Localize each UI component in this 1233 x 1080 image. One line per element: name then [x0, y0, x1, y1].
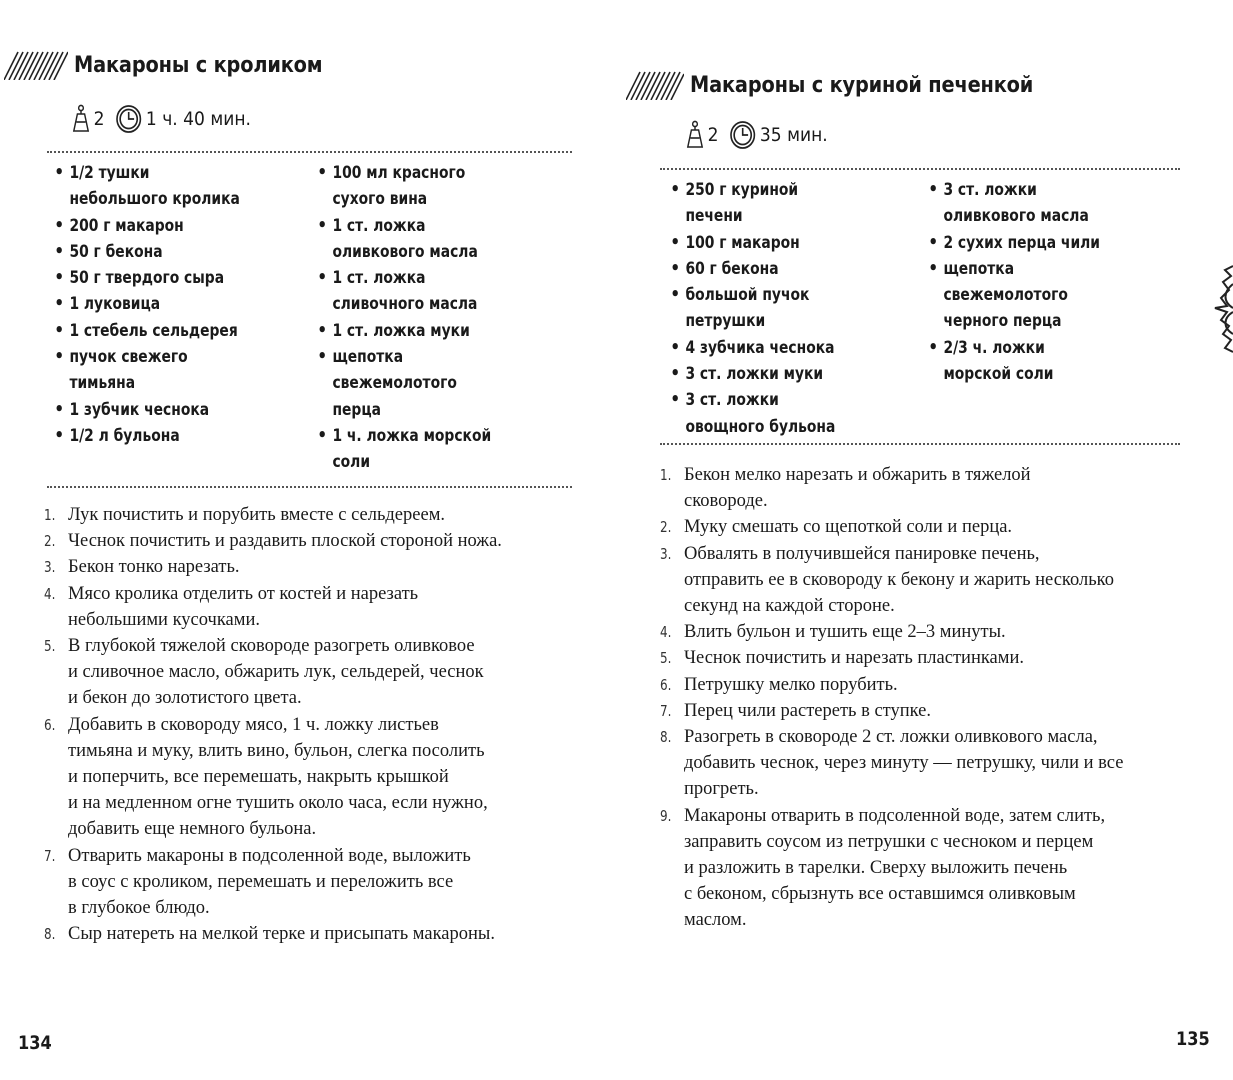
ingredient-item: • 1 ч. ложка морской соли: [319, 423, 584, 476]
ingredient-item: • 3 ст. ложки овощного бульона: [672, 387, 937, 440]
ingredient-item: • 50 г бекона: [56, 239, 321, 265]
step-number: 3.: [44, 558, 56, 577]
step-number: 6.: [44, 715, 56, 734]
step-number: 5.: [660, 649, 672, 668]
divider: [47, 486, 572, 488]
ingredient-item: • щепотка свежемолотого перца: [319, 344, 584, 423]
step-number: 8.: [44, 925, 56, 944]
step-text: В глубокой тяжелой сковороде разогреть оливковое и сливочное масло, обжарить лук, сельдерей, чеснок и бекон до золотистого цвета.: [68, 636, 484, 709]
step-number: 8.: [660, 728, 672, 747]
step-text: Петрушку мелко порубить.: [684, 674, 898, 695]
step-text: Бекон мелко нарезать и обжарить в тяжелой сковороде.: [684, 465, 1031, 512]
step-number: 3.: [660, 544, 672, 563]
ingredient-item: • 60 г бекона: [672, 256, 937, 282]
divider: [47, 151, 572, 153]
step-text: Макароны отварить в подсоленной воде, затем слить, заправить соусом из петрушки с чесноком и перцем и разложить в тарелки. Сверху выложить печень с беконом, сбрызнуть все оставшимся оливковым маслом.: [684, 805, 1106, 931]
ingredient-item: • 1 ст. ложка сливочного масла: [319, 265, 584, 318]
right-page: [616, 0, 1233, 1080]
step-item: [44, 554, 594, 580]
ingredient-item: • 250 г куриной печени: [672, 177, 937, 230]
step-item: [660, 724, 1230, 803]
step-item: [660, 672, 1230, 698]
step-text: Обвалять в получившейся панировке печень, отправить ее в сковороду к бекону и жарить несколько секунд на каждой стороне.: [684, 543, 1114, 617]
step-item: [660, 698, 1230, 724]
ingredient-item: • 3 ст. ложки муки: [672, 361, 937, 387]
ingredient-item: • 2 сухих перца чили: [930, 230, 1195, 256]
ingredient-item: • 100 мл красного сухого вина: [319, 160, 584, 213]
ingredients-column-2: [930, 177, 1233, 387]
recipe-meta: [72, 104, 262, 134]
step-item: [660, 645, 1230, 671]
step-number: 2.: [660, 518, 672, 537]
step-item: [660, 803, 1230, 934]
step-number: 1.: [44, 506, 56, 524]
cooking-time: 35 мин.: [759, 124, 828, 146]
ingredient-item: • 1 луковица: [56, 291, 321, 317]
step-text: Лук почистить и порубить вместе с сельдереем.: [68, 505, 446, 525]
page-number: 135: [1176, 1028, 1210, 1050]
ingredient-item: • 200 г макарон: [56, 213, 321, 239]
step-number: 6.: [660, 675, 672, 694]
step-text: Добавить в сковороду мясо, 1 ч. ложку листьев тимьяна и муку, влить вино, бульон, слегка посолить и поперчить, все перемешать, накрыть крышкой и на медленном огне тушить около часа, если нужно, добавить еще немного бульона.: [68, 714, 488, 840]
step-number: 9.: [660, 806, 672, 825]
step-item: [44, 502, 594, 528]
step-text: Муку смешать со щепоткой соли и перца.: [684, 517, 1013, 538]
ingredient-item: • 50 г твердого сыра: [56, 265, 321, 291]
servings-icon: [72, 104, 90, 134]
step-item: [44, 528, 594, 554]
step-text: Бекон тонко нарезать.: [68, 557, 240, 578]
ingredient-item: • 1 зубчик чеснока: [56, 397, 321, 423]
hatch-decoration-icon: [4, 50, 68, 80]
step-number: 7.: [44, 846, 56, 865]
step-number: 4.: [660, 623, 672, 642]
step-item: [660, 619, 1230, 645]
step-number: 2.: [44, 532, 56, 551]
step-item: [44, 712, 594, 843]
recipe-title: Макароны с кроликом: [74, 52, 323, 78]
servings-icon: [686, 120, 704, 150]
step-item: [44, 843, 594, 922]
ingredient-item: • 100 г макарон: [672, 230, 937, 256]
step-number: 4.: [44, 584, 56, 603]
ingredient-item: • 2/3 ч. ложки морской соли: [930, 335, 1195, 388]
ingredient-item: • 1 стебель сельдерея: [56, 318, 321, 344]
hatch-decoration-icon: [626, 70, 684, 100]
step-text: Мясо кролика отделить от костей и нарезать небольшими кусочками.: [68, 583, 419, 630]
clock-icon: [729, 120, 756, 150]
step-text: Разогреть в сковороде 2 ст. ложки оливкового масла, добавить чеснок, через минуту — петрушку, чили и все прогреть.: [684, 727, 1124, 800]
step-item: [660, 514, 1230, 540]
step-text: Сыр натереть на мелкой терке и присыпать макароны.: [68, 924, 495, 945]
pasta-decoration-icon: [1197, 262, 1233, 354]
servings-count: 2: [93, 108, 105, 130]
step-item: [660, 462, 1230, 514]
cooking-time: 1 ч. 40 мин.: [145, 108, 252, 130]
divider: [660, 443, 1180, 445]
step-item: [44, 921, 594, 947]
right-title-row: [626, 70, 1089, 100]
step-number: 1.: [660, 466, 672, 484]
step-item: [660, 541, 1230, 620]
servings-count: 2: [707, 124, 719, 146]
step-number: 7.: [660, 701, 672, 720]
recipe-meta: [686, 120, 839, 150]
step-text: Чеснок почистить и нарезать пластинками.: [684, 648, 1024, 669]
left-page: [0, 0, 600, 1080]
step-number: 5.: [44, 637, 56, 656]
recipe-title: Макароны с куриной печенкой: [690, 72, 1034, 98]
step-text: Перец чили растереть в ступке.: [684, 700, 932, 721]
divider: [660, 168, 1180, 170]
step-item: [44, 633, 594, 712]
ingredient-item: • большой пучок петрушки: [672, 282, 937, 335]
ingredient-item: • щепотка свежемолотого черного перца: [930, 256, 1195, 335]
ingredients-column-2: [319, 160, 635, 476]
page-number: 134: [18, 1032, 52, 1054]
step-text: Влить бульон и тушить еще 2–3 минуты.: [684, 622, 1006, 643]
ingredient-item: • 1 ст. ложка оливкового масла: [319, 213, 584, 266]
left-title-row: [4, 50, 363, 80]
ingredient-item: • пучок свежего тимьяна: [56, 344, 321, 397]
ingredient-item: • 1/2 л бульона: [56, 423, 321, 449]
clock-icon: [115, 104, 142, 134]
steps-list: [44, 502, 594, 947]
step-text: Отварить макароны в подсоленной воде, выложить в соус с кроликом, перемешать и переложить все в глубокое блюдо.: [68, 845, 471, 919]
ingredient-item: • 3 ст. ложки оливкового масла: [930, 177, 1195, 230]
step-text: Чеснок почистить и раздавить плоской стороной ножа.: [68, 531, 502, 552]
ingredient-item: • 4 зубчика чеснока: [672, 335, 937, 361]
steps-list: [660, 462, 1230, 934]
ingredient-item: • 1/2 тушки небольшого кролика: [56, 160, 321, 213]
ingredient-item: • 1 ст. ложка муки: [319, 318, 584, 344]
step-item: [44, 581, 594, 633]
